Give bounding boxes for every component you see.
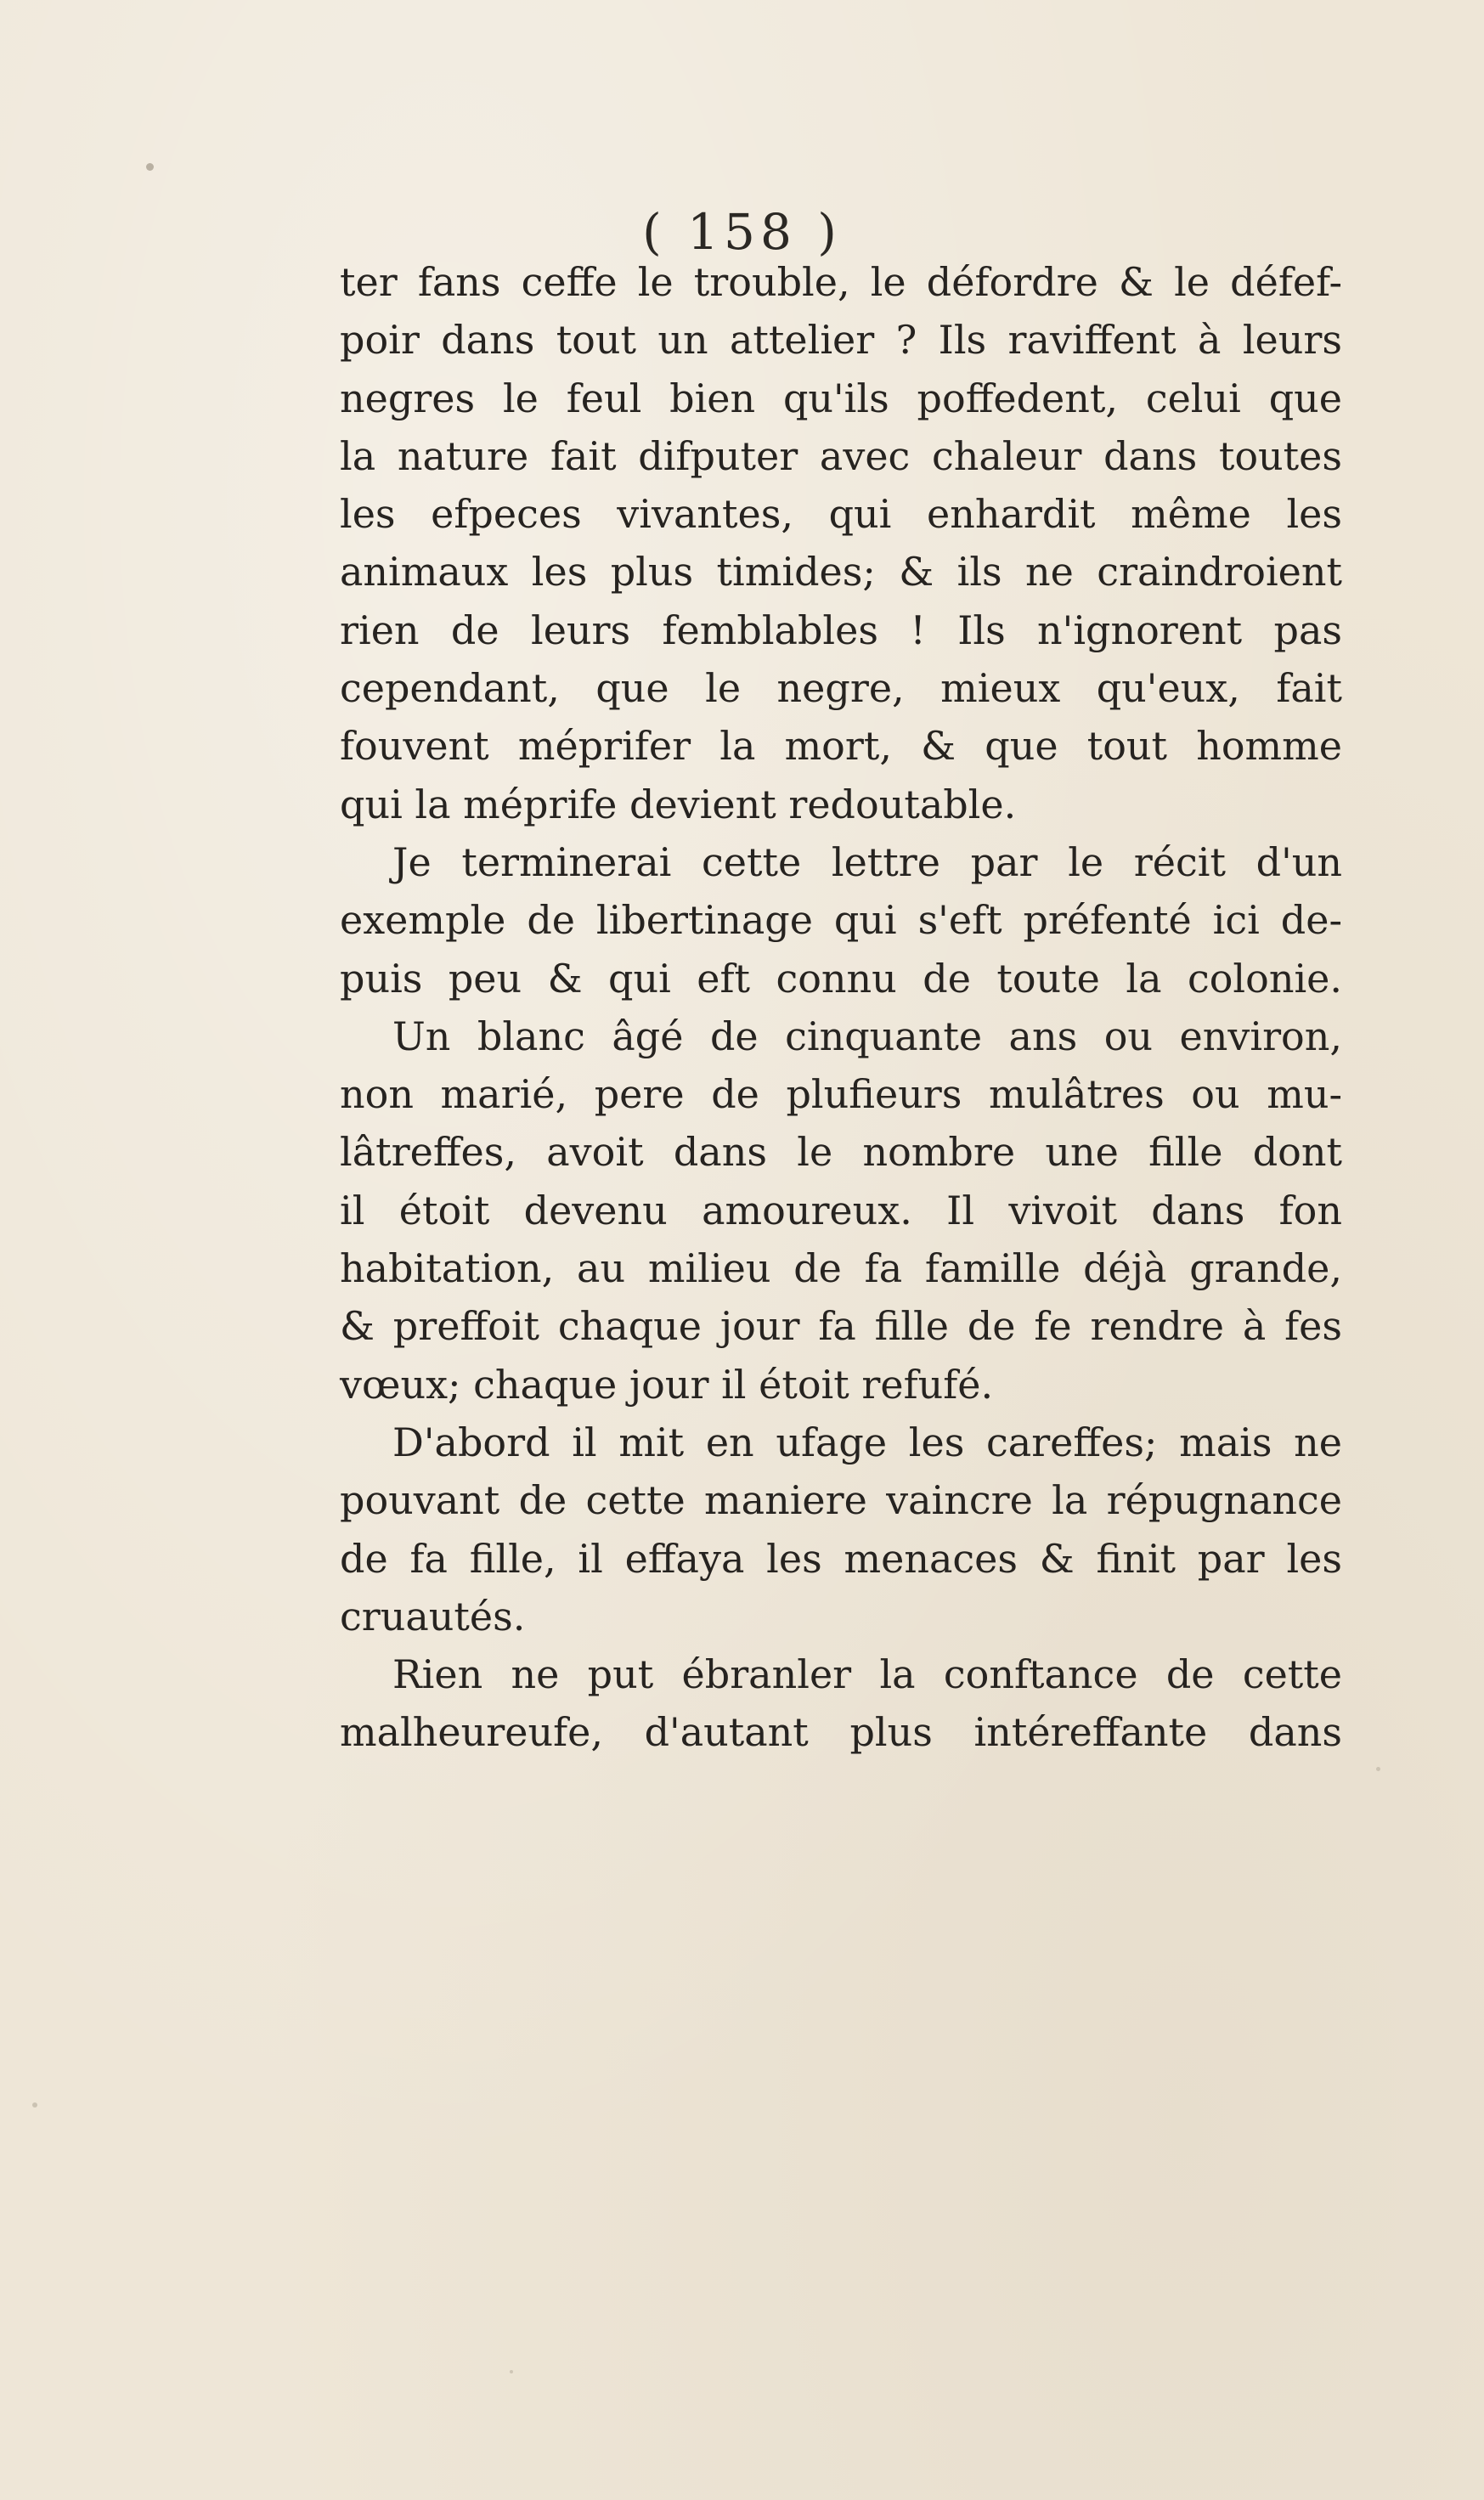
page-text (340, 253, 1342, 1762)
paper-speck (32, 2102, 37, 2108)
text-line: de fa fille, il effaya les menaces & finit par les (340, 1535, 1342, 1582)
text-line: la nature fait difputer avec chaleur dans toutes (340, 432, 1342, 479)
text-line: pouvant de cette maniere vaincre la répugnance (340, 1477, 1342, 1524)
text-line: ter fans ceffe le trouble, le défordre & le défef- (340, 259, 1342, 305)
text-line: malheureufe, d'autant plus intéreffante dans (340, 1709, 1342, 1756)
text-line: rien de leurs femblables ! Ils n'ignorent pas (340, 607, 1342, 653)
paper-speck (1376, 1767, 1380, 1771)
text-line: cruautés. (340, 1593, 526, 1639)
text-line: habitation, au milieu de fa famille déjà grande, (340, 1245, 1342, 1292)
paper-speck (510, 2370, 513, 2373)
text-line: les efpeces vivantes, qui enhardit même les (340, 491, 1342, 538)
text-line: Je terminerai cette lettre par le récit d'un (392, 838, 1342, 885)
text-line: & preffoit chaque jour fa fille de fe rendre à fes (340, 1303, 1342, 1350)
text-line: vœux; chaque jour il étoit refufé. (340, 1361, 994, 1408)
paper-speck (146, 163, 154, 171)
text-line: negres le feul bien qu'ils poffedent, celui que (340, 375, 1342, 421)
text-line: poir dans tout un attelier ? Ils raviffent à leurs (340, 317, 1342, 364)
text-line: non marié, pere de plufieurs mulâtres ou mu- (340, 1071, 1342, 1118)
text-line: qui la méprife devient redoutable. (340, 781, 1017, 827)
text-line: animaux les plus timides; & ils ne craindroient (340, 549, 1342, 595)
text-line: exemple de libertinage qui s'eft préfenté ici de- (340, 897, 1342, 944)
text-line: il étoit devenu amoureux. Il vivoit dans fon (340, 1187, 1342, 1233)
text-line: cependant, que le negre, mieux qu'eux, fait (340, 665, 1342, 712)
text-line: D'abord il mit en ufage les careffes; mais ne (392, 1419, 1342, 1465)
text-line: puis peu & qui eft connu de toute la colonie. (340, 955, 1342, 1002)
text-line: Rien ne put ébranler la conftance de cette (392, 1651, 1342, 1698)
text-line: fouvent méprifer la mort, & que tout homme (340, 723, 1342, 770)
text-line: Un blanc âgé de cinquante ans ou environ, (392, 1013, 1342, 1059)
text-line: lâtreffes, avoit dans le nombre une fille dont (340, 1129, 1342, 1176)
page-number: ( 158 ) (642, 203, 842, 261)
